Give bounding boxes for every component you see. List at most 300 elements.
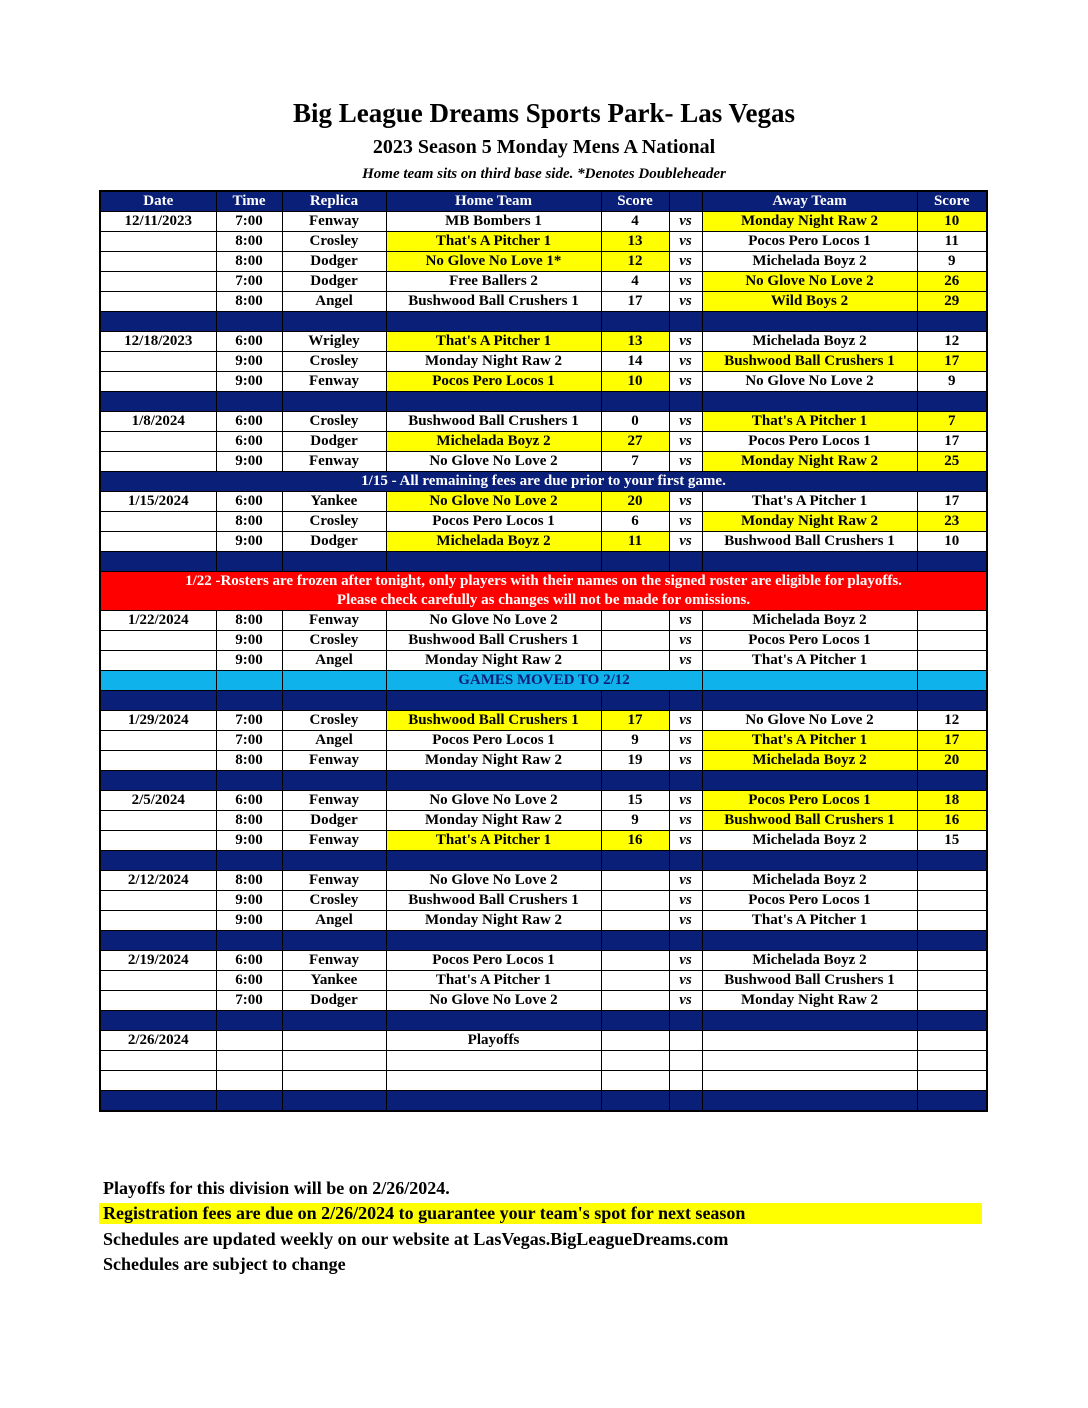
- away-team: That's A Pitcher 1: [702, 412, 917, 432]
- separator-cell: [282, 771, 386, 791]
- game-time: 8:00: [216, 292, 282, 312]
- away-team: Monday Night Raw 2: [702, 212, 917, 232]
- separator-cell: [216, 1091, 282, 1112]
- away-team: [702, 1051, 917, 1071]
- home-score: [601, 891, 669, 911]
- separator-cell: [917, 771, 987, 791]
- away-team: That's A Pitcher 1: [702, 911, 917, 931]
- header-vs: [669, 191, 702, 212]
- vs-label: vs: [669, 452, 702, 472]
- game-time: 9:00: [216, 831, 282, 851]
- header-time: Time: [216, 191, 282, 212]
- game-time: [216, 1051, 282, 1071]
- separator-cell: [386, 851, 601, 871]
- separator-cell: [917, 552, 987, 572]
- home-score: [601, 1051, 669, 1071]
- game-date: 1/22/2024: [100, 611, 216, 631]
- game-date: [100, 891, 216, 911]
- separator-cell: [386, 931, 601, 951]
- away-score: [917, 1071, 987, 1091]
- away-score: 25: [917, 452, 987, 472]
- away-score: [917, 1031, 987, 1051]
- game-row: [100, 791, 987, 811]
- separator-cell: [702, 691, 917, 711]
- game-row: [100, 751, 987, 771]
- game-time: 9:00: [216, 352, 282, 372]
- game-time: 7:00: [216, 711, 282, 731]
- fees-notice-row: [100, 472, 987, 492]
- home-score: 10: [601, 372, 669, 392]
- home-score: 16: [601, 831, 669, 851]
- separator-row: [100, 1011, 987, 1031]
- separator-cell: [100, 552, 216, 572]
- separator-cell: [601, 931, 669, 951]
- game-field: Crosley: [282, 232, 386, 252]
- separator-cell: [702, 312, 917, 332]
- home-score: [601, 631, 669, 651]
- game-date: [100, 831, 216, 851]
- home-team: Pocos Pero Locos 1: [386, 512, 601, 532]
- vs-label: vs: [669, 731, 702, 751]
- game-time: 6:00: [216, 492, 282, 512]
- game-field: Yankee: [282, 971, 386, 991]
- game-time: 7:00: [216, 272, 282, 292]
- separator-cell: [601, 691, 669, 711]
- separator-cell: [216, 312, 282, 332]
- away-team: Wild Boys 2: [702, 292, 917, 312]
- game-time: 8:00: [216, 871, 282, 891]
- vs-label: vs: [669, 891, 702, 911]
- header-row: [100, 191, 987, 212]
- separator-cell: [216, 552, 282, 572]
- game-field: Fenway: [282, 951, 386, 971]
- home-score: 17: [601, 292, 669, 312]
- home-score: 13: [601, 232, 669, 252]
- away-score: 17: [917, 432, 987, 452]
- away-score: 17: [917, 352, 987, 372]
- home-score: [601, 871, 669, 891]
- separator-cell: [386, 552, 601, 572]
- home-score: 11: [601, 532, 669, 552]
- home-team: Pocos Pero Locos 1: [386, 372, 601, 392]
- game-row: [100, 971, 987, 991]
- vs-cell: [669, 1051, 702, 1071]
- home-team: That's A Pitcher 1: [386, 332, 601, 352]
- header-away-team: Away Team: [702, 191, 917, 212]
- footer-playoffs-note: Playoffs for this division will be on 2/26/2024.: [103, 1178, 450, 1198]
- home-team: No Glove No Love 2: [386, 492, 601, 512]
- separator-cell: [917, 851, 987, 871]
- home-team: Playoffs: [386, 1031, 601, 1051]
- home-score: 4: [601, 272, 669, 292]
- games-moved-notice: GAMES MOVED TO 2/12: [386, 671, 702, 691]
- away-team: Pocos Pero Locos 1: [702, 891, 917, 911]
- separator-cell: [702, 1091, 917, 1112]
- separator-cell: [669, 1091, 702, 1112]
- home-team: Monday Night Raw 2: [386, 651, 601, 671]
- game-row: [100, 991, 987, 1011]
- game-time: 6:00: [216, 971, 282, 991]
- game-time: 6:00: [216, 432, 282, 452]
- home-team: That's A Pitcher 1: [386, 232, 601, 252]
- game-time: 7:00: [216, 991, 282, 1011]
- home-team: Michelada Boyz 2: [386, 432, 601, 452]
- separator-cell: [216, 1011, 282, 1031]
- home-team: Bushwood Ball Crushers 1: [386, 891, 601, 911]
- home-score: [601, 951, 669, 971]
- game-date: 2/19/2024: [100, 951, 216, 971]
- away-team: [702, 1031, 917, 1051]
- separator-cell: [386, 312, 601, 332]
- schedule-body: [100, 212, 987, 1112]
- game-row: [100, 631, 987, 651]
- game-date: [100, 991, 216, 1011]
- separator-cell: [702, 771, 917, 791]
- vs-label: vs: [669, 631, 702, 651]
- away-score: [917, 871, 987, 891]
- game-time: 6:00: [216, 412, 282, 432]
- home-team: Monday Night Raw 2: [386, 352, 601, 372]
- playoff-row: [100, 1031, 987, 1051]
- away-score: [917, 1051, 987, 1071]
- away-team: Monday Night Raw 2: [702, 512, 917, 532]
- home-score: 0: [601, 412, 669, 432]
- game-row: [100, 232, 987, 252]
- game-row: [100, 831, 987, 851]
- away-team: Michelada Boyz 2: [702, 332, 917, 352]
- separator-cell: [917, 1011, 987, 1031]
- vs-label: vs: [669, 492, 702, 512]
- home-team: Bushwood Ball Crushers 1: [386, 412, 601, 432]
- game-date: [100, 232, 216, 252]
- game-field: Crosley: [282, 512, 386, 532]
- separator-cell: [917, 691, 987, 711]
- separator-cell: [669, 1011, 702, 1031]
- roster-warning-line-2: Please check carefully as changes will not be made for omissions.: [336, 592, 751, 608]
- home-team: No Glove No Love 2: [386, 991, 601, 1011]
- game-date: [100, 1071, 216, 1091]
- page-subtitle: 2023 Season 5 Monday Mens A National: [372, 136, 716, 158]
- separator-cell: [100, 392, 216, 412]
- separator-cell: [386, 392, 601, 412]
- home-team: MB Bombers 1: [386, 212, 601, 232]
- game-date: 2/12/2024: [100, 871, 216, 891]
- game-field: Yankee: [282, 492, 386, 512]
- separator-cell: [601, 771, 669, 791]
- separator-cell: [917, 931, 987, 951]
- game-date: [100, 751, 216, 771]
- away-team: Pocos Pero Locos 1: [702, 432, 917, 452]
- game-date: [100, 272, 216, 292]
- game-row: [100, 811, 987, 831]
- away-team: Michelada Boyz 2: [702, 831, 917, 851]
- away-score: [917, 891, 987, 911]
- game-row: [100, 532, 987, 552]
- game-field: Crosley: [282, 352, 386, 372]
- away-score: 9: [917, 252, 987, 272]
- away-score: 17: [917, 731, 987, 751]
- home-team: Bushwood Ball Crushers 1: [386, 631, 601, 651]
- roster-warning: [100, 572, 987, 611]
- away-team: Michelada Boyz 2: [702, 871, 917, 891]
- empty-cell: [282, 671, 386, 691]
- separator-cell: [100, 1011, 216, 1031]
- game-row: [100, 611, 987, 631]
- separator-cell: [386, 771, 601, 791]
- separator-row: [100, 851, 987, 871]
- away-score: 23: [917, 512, 987, 532]
- away-team: That's A Pitcher 1: [702, 492, 917, 512]
- vs-label: vs: [669, 971, 702, 991]
- away-score: 12: [917, 711, 987, 731]
- separator-cell: [601, 552, 669, 572]
- separator-cell: [601, 851, 669, 871]
- separator-cell: [601, 1011, 669, 1031]
- game-time: 8:00: [216, 751, 282, 771]
- games-moved-row: [100, 671, 987, 691]
- away-score: 7: [917, 412, 987, 432]
- game-row: [100, 432, 987, 452]
- empty-cell: [100, 671, 216, 691]
- game-field: Fenway: [282, 452, 386, 472]
- game-time: 7:00: [216, 731, 282, 751]
- game-date: [100, 452, 216, 472]
- game-row: [100, 252, 987, 272]
- away-team: Bushwood Ball Crushers 1: [702, 532, 917, 552]
- vs-label: vs: [669, 611, 702, 631]
- separator-cell: [601, 312, 669, 332]
- separator-cell: [100, 851, 216, 871]
- home-score: [601, 991, 669, 1011]
- home-score: 19: [601, 751, 669, 771]
- game-date: [100, 911, 216, 931]
- separator-cell: [669, 552, 702, 572]
- away-score: 15: [917, 831, 987, 851]
- game-time: 9:00: [216, 631, 282, 651]
- separator-row: [100, 771, 987, 791]
- game-field: Fenway: [282, 831, 386, 851]
- separator-cell: [669, 392, 702, 412]
- game-date: [100, 971, 216, 991]
- away-team: Monday Night Raw 2: [702, 991, 917, 1011]
- separator-cell: [216, 771, 282, 791]
- game-date: [100, 512, 216, 532]
- home-team: Free Ballers 2: [386, 272, 601, 292]
- game-row: [100, 412, 987, 432]
- home-score: 12: [601, 252, 669, 272]
- separator-cell: [216, 691, 282, 711]
- game-field: Crosley: [282, 711, 386, 731]
- game-time: 8:00: [216, 232, 282, 252]
- game-time: [216, 1031, 282, 1051]
- game-time: [216, 1071, 282, 1091]
- away-score: [917, 951, 987, 971]
- away-score: [917, 651, 987, 671]
- away-score: 18: [917, 791, 987, 811]
- game-field: [282, 1051, 386, 1071]
- separator-cell: [702, 392, 917, 412]
- separator-cell: [100, 771, 216, 791]
- footer-website-note: Schedules are updated weekly on our website at LasVegas.BigLeagueDreams.com: [103, 1229, 729, 1249]
- home-team: No Glove No Love 1*: [386, 252, 601, 272]
- away-score: 11: [917, 232, 987, 252]
- away-score: 10: [917, 532, 987, 552]
- game-time: 6:00: [216, 332, 282, 352]
- separator-cell: [669, 312, 702, 332]
- away-team: Pocos Pero Locos 1: [702, 791, 917, 811]
- playoff-row: [100, 1071, 987, 1091]
- vs-cell: [669, 1071, 702, 1091]
- game-row: [100, 272, 987, 292]
- separator-cell: [917, 1091, 987, 1112]
- game-field: Fenway: [282, 372, 386, 392]
- away-team: Bushwood Ball Crushers 1: [702, 811, 917, 831]
- game-time: 9:00: [216, 911, 282, 931]
- vs-label: vs: [669, 651, 702, 671]
- game-field: Fenway: [282, 212, 386, 232]
- vs-label: vs: [669, 252, 702, 272]
- away-team: Michelada Boyz 2: [702, 751, 917, 771]
- game-field: Dodger: [282, 252, 386, 272]
- separator-cell: [216, 851, 282, 871]
- game-date: 2/5/2024: [100, 791, 216, 811]
- game-row: [100, 911, 987, 931]
- footer-change-note: Schedules are subject to change: [103, 1254, 346, 1274]
- away-team: Monday Night Raw 2: [702, 452, 917, 472]
- away-team: That's A Pitcher 1: [702, 731, 917, 751]
- away-score: [917, 631, 987, 651]
- home-score: 9: [601, 731, 669, 751]
- roster-warning-line-1: 1/22 -Rosters are frozen after tonight, only players with their names on the signed roster are eligible for playoffs.: [185, 573, 902, 589]
- home-team-note: Home team sits on third base side. *Denotes Doubleheader: [362, 166, 726, 182]
- game-field: Angel: [282, 292, 386, 312]
- separator-cell: [100, 312, 216, 332]
- game-row: [100, 891, 987, 911]
- separator-cell: [669, 931, 702, 951]
- playoff-row: [100, 1051, 987, 1071]
- home-score: 17: [601, 711, 669, 731]
- separator-cell: [601, 392, 669, 412]
- home-team: No Glove No Love 2: [386, 871, 601, 891]
- game-date: [100, 292, 216, 312]
- home-team: Pocos Pero Locos 1: [386, 951, 601, 971]
- away-team: Bushwood Ball Crushers 1: [702, 352, 917, 372]
- vs-label: vs: [669, 991, 702, 1011]
- home-team: Bushwood Ball Crushers 1: [386, 711, 601, 731]
- game-field: Dodger: [282, 991, 386, 1011]
- separator-row: [100, 1091, 987, 1112]
- game-date: [100, 372, 216, 392]
- home-score: 9: [601, 811, 669, 831]
- away-team: No Glove No Love 2: [702, 272, 917, 292]
- game-date: 12/11/2023: [100, 212, 216, 232]
- home-score: 14: [601, 352, 669, 372]
- separator-cell: [669, 691, 702, 711]
- game-row: [100, 492, 987, 512]
- separator-cell: [702, 851, 917, 871]
- away-team: Bushwood Ball Crushers 1: [702, 971, 917, 991]
- game-field: Fenway: [282, 791, 386, 811]
- separator-cell: [282, 552, 386, 572]
- home-score: [601, 611, 669, 631]
- home-score: 6: [601, 512, 669, 532]
- game-field: Fenway: [282, 751, 386, 771]
- separator-row: [100, 392, 987, 412]
- vs-label: vs: [669, 432, 702, 452]
- header-away-score: Score: [917, 191, 987, 212]
- game-time: 8:00: [216, 512, 282, 532]
- separator-cell: [282, 691, 386, 711]
- separator-cell: [282, 392, 386, 412]
- separator-cell: [386, 691, 601, 711]
- vs-label: vs: [669, 212, 702, 232]
- away-score: 10: [917, 212, 987, 232]
- away-score: 20: [917, 751, 987, 771]
- vs-label: vs: [669, 791, 702, 811]
- away-team: Pocos Pero Locos 1: [702, 232, 917, 252]
- header-replica: Replica: [282, 191, 386, 212]
- game-field: Dodger: [282, 532, 386, 552]
- game-row: [100, 711, 987, 731]
- home-score: 7: [601, 452, 669, 472]
- game-time: 9:00: [216, 651, 282, 671]
- away-score: 26: [917, 272, 987, 292]
- game-field: Angel: [282, 651, 386, 671]
- game-time: 8:00: [216, 611, 282, 631]
- separator-cell: [216, 392, 282, 412]
- fees-notice: 1/15 - All remaining fees are due prior to your first game.: [100, 472, 987, 492]
- separator-cell: [386, 1091, 601, 1112]
- away-score: [917, 991, 987, 1011]
- game-field: Angel: [282, 911, 386, 931]
- separator-row: [100, 312, 987, 332]
- game-row: [100, 512, 987, 532]
- vs-label: vs: [669, 532, 702, 552]
- empty-cell: [917, 671, 987, 691]
- home-score: [601, 911, 669, 931]
- home-team: Pocos Pero Locos 1: [386, 731, 601, 751]
- roster-warning-row: [100, 572, 987, 611]
- vs-label: vs: [669, 232, 702, 252]
- game-field: Fenway: [282, 611, 386, 631]
- away-team: No Glove No Love 2: [702, 711, 917, 731]
- game-date: [100, 532, 216, 552]
- game-field: Crosley: [282, 412, 386, 432]
- game-field: Crosley: [282, 891, 386, 911]
- home-score: [601, 651, 669, 671]
- home-team: Bushwood Ball Crushers 1: [386, 292, 601, 312]
- away-score: [917, 971, 987, 991]
- away-team: [702, 1071, 917, 1091]
- away-team: Michelada Boyz 2: [702, 252, 917, 272]
- vs-label: vs: [669, 332, 702, 352]
- page-title: Big League Dreams Sports Park- Las Vegas: [292, 98, 796, 128]
- game-field: [282, 1031, 386, 1051]
- away-team: No Glove No Love 2: [702, 372, 917, 392]
- vs-label: vs: [669, 951, 702, 971]
- empty-cell: [216, 671, 282, 691]
- home-score: 27: [601, 432, 669, 452]
- separator-row: [100, 931, 987, 951]
- game-time: 8:00: [216, 811, 282, 831]
- game-field: Angel: [282, 731, 386, 751]
- game-time: 9:00: [216, 532, 282, 552]
- game-row: [100, 731, 987, 751]
- separator-cell: [702, 1011, 917, 1031]
- separator-cell: [386, 1011, 601, 1031]
- separator-cell: [702, 931, 917, 951]
- game-time: 6:00: [216, 951, 282, 971]
